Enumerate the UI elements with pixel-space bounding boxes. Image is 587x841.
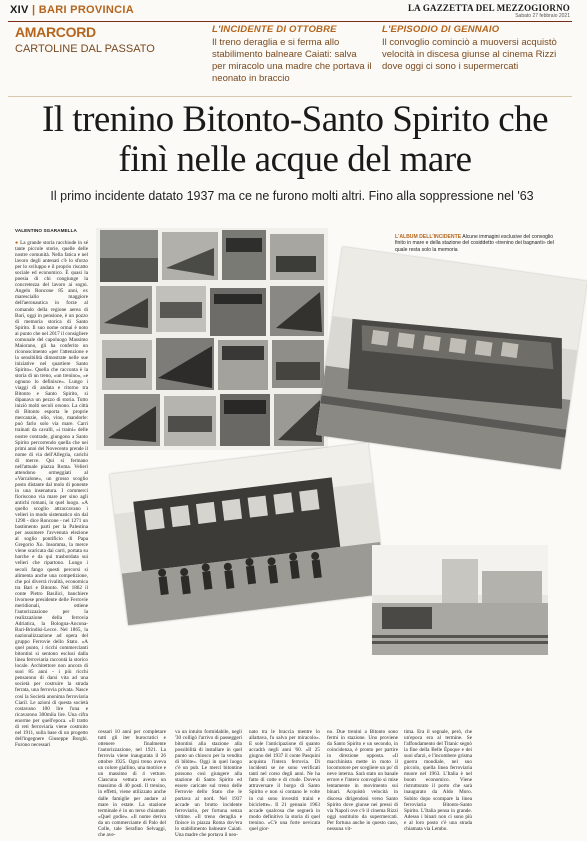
photo-station-beach: [372, 545, 548, 655]
photo-tram-crowd: [110, 443, 387, 626]
kicker-text: Il convoglio cominciò a muoversi acquistò velocità in discesa giunse al cinema Rizzi dove oggi ci sono i supermercati: [382, 37, 557, 72]
kicker-october: [212, 24, 372, 85]
section-name: BARI PROVINCIA: [38, 4, 134, 16]
kicker-text: Il treno deraglia e si ferma allo stabilimento balneare Caiati: salva per miracolo una madre che portava il neonato in braccio: [212, 37, 372, 84]
bullet-icon: ●: [15, 240, 21, 246]
tram-crowd-image: [110, 443, 387, 626]
derailed-train-image: [316, 247, 587, 470]
article-column-5: no. Due trenini a Bitonto sono fermi in stazione. Uno proviene da Santo Spirito e un secondo, in coincidenza, è pronto per partire in direzione opposta. «Il macchinista mette in moto il locomotore per scegliere un po' di neve interna. Sarà stato un banale errore e l'intero convoglio si mise lentamente in movimento sui binari. Acquistò velocità in discesa dirigendosi verso Santo Spirito dove giunse nei pressi di via Napoli ove c'è il cinema Rizzi oggi sostituito da supermercati. Per fortuna anche in questo caso, nessuna vit-: [327, 729, 398, 832]
kicker-january: [382, 24, 572, 73]
kicker-rule: [8, 96, 572, 97]
photo-derailed-train: [316, 247, 587, 470]
article-column-1: [15, 240, 88, 826]
page-number: XIV: [10, 4, 29, 16]
photo-collage: [96, 228, 328, 450]
masthead: LA GAZZETTA DEL MEZZOGIORNO: [407, 3, 570, 13]
station-beach-image: [372, 545, 548, 655]
dateline: Sabato 27 febbraio 2021: [515, 13, 570, 19]
photo-caption: [395, 234, 560, 253]
rubric-subtitle: CARTOLINE DAL PASSATO: [15, 43, 155, 55]
header-rule: [8, 21, 572, 22]
column-text: La grande storia racchiude in sé tante piccole storie, quelle delle nostre comunità. Nella fatica e nel lavoro degli antenati c'è lo sforzo per lo sviluppo e il proprio riscatto sociale ed economico. È quasi la poesia di chi congiunge la concretezza del lavoro ai sogni. Angelo Roncone 85 anni, ex maresciallo maggiore dell'aeronautica in forze al comando della regione aerea di Bari, oggi in pensione, è un pozzo di memoria storica di Santo Spirito. Il suo nome ormai è noto ai punto che nel 2017 il consigliere comunale del capoluogo Massimo Maiorano, gli ha conferito un riconoscimento «per l'attenzione e la sensibilità dimostrate nelle sue iniziative nel quartiere Santo Spirito». Quella che racconta è la storia di un treno, «un trenino», «e ognuno lo definisce». Lungo i viaggi di andata e ritorno tra Bitonto e Santo Spirito, si dipanava un pezzo di storia. Tutto iniziò molti secoli orsono. La città di Bitonto esporta le proprie mercanzie, olio, vino, mandorle: può farlo solo via mare. Carri trainati da cavalli, «i traini» delle nostre contrade, giungono a Santo Spirito percorrendo quella che nei primi anni del Novecento prende il nome di via dell'Allegria, carichi di merce. Qui si fermano nell'attuale piazza Roma. Velieri attendono ormeggiati al «Varcalone», un grosso scoglio posto distante dal molo di ponente in una insenatura. I commerci fioriscono via mare per sino agli antichi romani, in quel luogo. «A quello scoglio attraccavano i velieri in modo sistematico sin dal 1290 - dice Roncone - nel 1271 un bastimento parti per la Palestina per assumere l'avvenuta elezione al soglio pontificio di Papa Gregorio Xo. Insomma, la merce viene scaricata dai carri, portata su barche e da qui trasbordata sui velieri che ripartono. Lungo i secoli fango questi percorsi si alimenta anche una competizione, che poi diverrà rivalità, economica tra Bari e Bitonto. Nel 1862 il conte Pietro Basilici, banchiere livornese presidente delle Ferrovie meridionali, ottiene l'autorizzazione per la realizzazione della ferrovia Adriatica, la Bologna-Ancona-Bari-Brindisi-Lecce. Nel 1865, la nazionalizzazione ad opera del gruppo Ferrovie dello Stato. «A quel punto, i ricchi commercianti bitontini si sentono esclusi dalla linea ferroviaria raccontà la storico locale. Architettore non ancora di suoi 85 anni - i più ricchi pensarono di darsi vita ad una società per costruire la strada ferrata, una ferrovia privata. Nasce così la Società anonima ferroviaria Ciaril. Le azioni di questa società costavano 100 lire l'una e ricavarono 300mila lire. Una cifra enorme per quell'epoca. «Il tratto di reti ferroviaria viene costruito nel 1911, sulla base di un progetto dell'ingegnere Giuseppe Borghi. Furono necessari: [15, 240, 88, 748]
article-column-4: nato tra le braccia mentre lo allattava, fu salva per miracolo». E sole l'anticipazione di quanto accadrà negli anni '60. «Il 25 giugno del 1937 il conte Pasquini acquista l'intera ferrovia. Di incidenti se ne sono verificati tanti nel corso degli anni. Ne ha fatto di cotte e di crude. Doveva attraversare il borgo di Santo Spirito e non si contano le volte in cui sono investiti traini e biciclette». Il 21 gennaio 1963 accade qualcosa che segnerà in modo definitivo la storia di quel trenino. «C'è una forte nevicata quel gior-: [249, 729, 320, 832]
byline: VALENTINO SGARAMELLA: [15, 228, 77, 233]
deck: Il primo incidente datato 1937 ma ce ne furono molti altri. Fino alla soppressione nel '63: [50, 189, 534, 203]
rubric-title: AMARCORD: [15, 24, 96, 40]
kicker-heading: L'EPISODIO DI GENNAIO: [382, 24, 500, 35]
page-folio: XIV | BARI PROVINCIA: [10, 4, 134, 16]
kicker-heading: L'INCIDENTE DI OTTOBRE: [212, 24, 337, 35]
caption-heading: L'ALBUM DELL'INCIDENTE: [395, 234, 462, 240]
collage-image: [96, 228, 328, 450]
article-column-2: cessari 10 anni per completare tutti gli iter burocratici e ottenere finalmente l'autorizzazione, nel 1921. La ferrovia viene inaugurata il 26 ottobre 1925. Ogni treno aveva un colore giallino, una motrice e un massimo di 4 vetture. Ciascuna vettura aveva un massimo di 40 posti. Il trenino, in effetti, viene utilizzato anche dalle famiglie per andare al mare in estate. La stazione terminale è in un terso chiamato «Quel godie». «Il nome deriva da un commerciante di Palo del Colle, tale Serafino Selvaggi, che ave-: [98, 729, 166, 838]
headline: Il trenino Bitonto-Santo Spirito che finì nelle acque del mare: [41, 99, 549, 180]
article-column-6: tima. Era il segnale, però, che un'epoca era al termine. Se l'affondamento del Titanic segnò la fine della Belle Époque e dei suoi sfarzi, e l'incombere grisma guerra mondiale, nel suo piccolo, quella linea ferroviaria muore nel 1963. L'Italia è nel boom economico. Viene ristrutturato il porto che sarà inaugurato da Aldo Moro. Subito dopo scompare la linea ferroviaria Bitonto-Santo Spirito. L'Italia pensa in grande. Adesso i binari non ci sono più e al loro posto c'è una strada chiamata via Lembo.: [404, 729, 472, 832]
article-column-3: va un intuito formidabile, negli '30 colligò l'arrivo di passeggeri bitontini alla stazione alla possibilità di installare in quel punto un chiosco per la vendita di bibite». Oggi in quel luogo c'è un pub. Le merci bitontine possono così giungere alla stazione di Santo Spirito ed essere caricate sul treno delle Ferrovie dello Stato che le portava al nord. Nel 1937 accade un brutto incidente ferroviario, per fortuna senza vittime. «Il treno deraglia e finisce in piazza Roma dov'era lo stabilimento balneare Caiati. Una madre che portava il neo-: [175, 729, 242, 838]
caption-text: Alcune immagini esclusive del convoglio finito in mare e della stazione del cosiddetto «trenino dei bagnanti» del quale resta solo la memoria: [395, 234, 554, 253]
